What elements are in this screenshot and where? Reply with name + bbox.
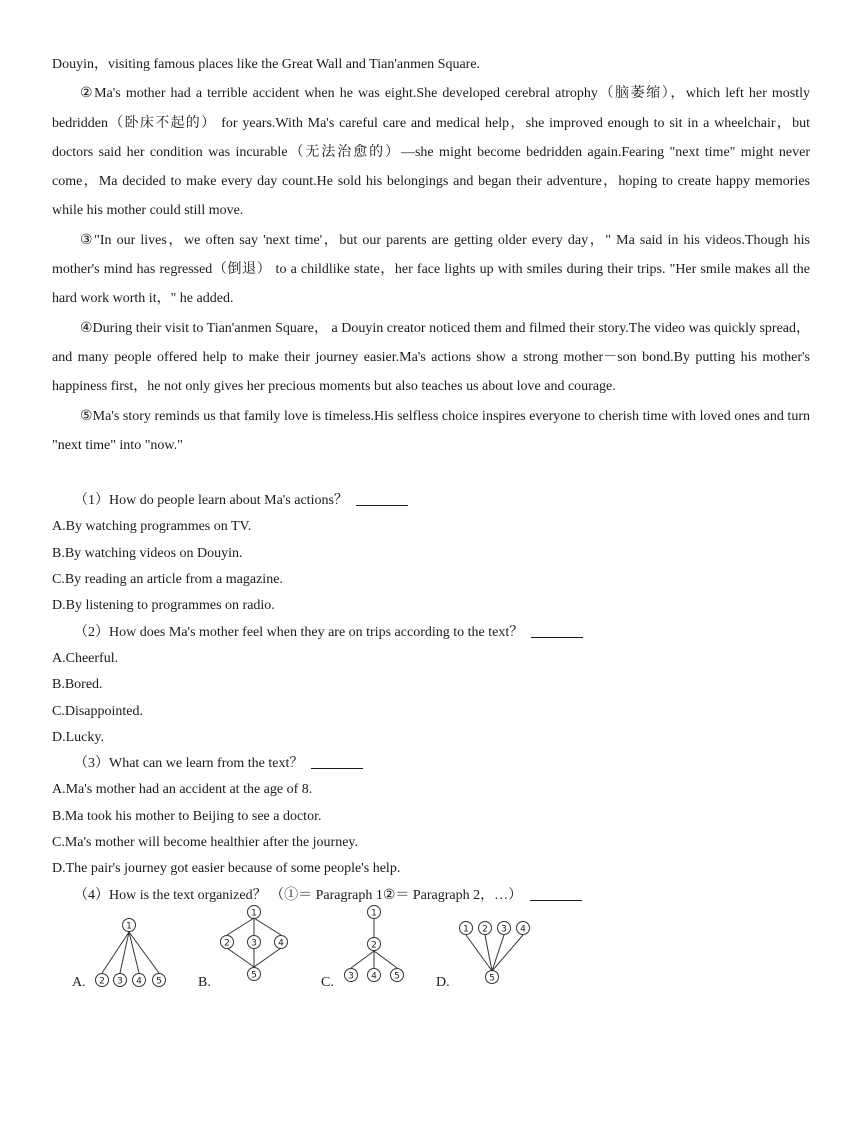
node-1: 1 bbox=[463, 924, 469, 935]
node-5: 5 bbox=[251, 970, 257, 981]
passage-paragraph-3: ③"In our lives，we often say 'next time'，but our parents are getting older every day，" Ma said in his videos.Though his mother's mind has regressed（倒退） to a childlike state，her face lights up with smiles during their trips. "Her smile makes all the hard work worth it，" he added. bbox=[52, 232, 810, 307]
node-3: 3 bbox=[251, 938, 257, 949]
passage-paragraph-4: ④During their visit to Tian'anmen Square， a Douyin creator noticed them and filmed their story.The video was quickly spread， and many people offered help to make their journey easier.Ma's actions show a strong mother－son bond.By putting his mother's happiness first，he not only gives her precious moments but also teaches us about love and courage. bbox=[52, 320, 810, 395]
question-3-option-d: D.The pair's journey got easier because of some people's help. bbox=[52, 861, 401, 877]
answer-blank-1[interactable] bbox=[356, 491, 408, 506]
node-4: 4 bbox=[520, 924, 526, 935]
answer-blank-3[interactable] bbox=[311, 754, 363, 769]
answer-blank-2[interactable] bbox=[531, 623, 583, 638]
node-1: 1 bbox=[371, 908, 377, 919]
question-1-option-d: D.By listening to programmes on radio. bbox=[52, 598, 275, 614]
passage-paragraph-1-tail: Douyin，visiting famous places like the Great Wall and Tian'anmen Square. bbox=[52, 57, 481, 72]
question-1 bbox=[52, 488, 810, 514]
diagram-option-d bbox=[454, 913, 544, 993]
question-2-option-a: A.Cheerful. bbox=[52, 650, 119, 666]
question-3-stem: （3）What can we learn from the text？ bbox=[74, 756, 304, 772]
node-3: 3 bbox=[117, 976, 123, 987]
node-4: 4 bbox=[136, 976, 142, 987]
question-3-option-a: A.Ma's mother had an accident at the age of 8. bbox=[52, 782, 313, 798]
question-2-option-b: B.Bored. bbox=[52, 677, 103, 693]
question-4-stem: （4）How is the text organized？ （①＝ Paragraph 1②＝ Paragraph 2，…） bbox=[74, 887, 523, 903]
node-5: 5 bbox=[156, 976, 162, 987]
question-2-stem: （2）How does Ma's mother feel when they are on trips according to the text？ bbox=[74, 624, 524, 640]
document-page bbox=[52, 50, 810, 1003]
question-1-option-c: C.By reading an article from a magazine. bbox=[52, 572, 283, 588]
question-2-option-d: D.Lucky. bbox=[52, 729, 104, 745]
passage-paragraph-2: ②Ma's mother had a terrible accident when he was eight.She developed cerebral atrophy（脑萎缩），which left her mostly bedridden（卧床不起的） for years.With Ma's careful care and medical help，she improved enough to sit in a wheelchair，but doctors said her condition was incurable（无法治愈的）—she might become bedridden again.Fearing "next time" might never come，Ma decided to make every day count.He sold his belongings and began their adventure，hoping to create happy memories while his mother could still move. bbox=[52, 86, 810, 219]
option-c-label: C. bbox=[321, 974, 334, 990]
question-3-option-b: B.Ma took his mother to Beijing to see a doctor. bbox=[52, 808, 322, 824]
diagram-option-b bbox=[218, 905, 298, 990]
node-5: 5 bbox=[489, 973, 495, 984]
option-d-label: D. bbox=[436, 974, 450, 990]
node-2: 2 bbox=[482, 924, 488, 935]
node-1: 1 bbox=[126, 921, 132, 932]
node-2: 2 bbox=[99, 976, 105, 987]
questions-section bbox=[52, 488, 810, 1003]
structure-diagrams bbox=[52, 908, 810, 1003]
question-2 bbox=[52, 620, 810, 646]
diagram-option-a bbox=[92, 913, 172, 993]
node-4: 4 bbox=[371, 971, 377, 982]
option-a-label: A. bbox=[72, 974, 86, 990]
question-4 bbox=[52, 883, 810, 909]
node-4: 4 bbox=[278, 938, 284, 949]
diagram-option-c bbox=[338, 905, 418, 990]
question-1-option-b: B.By watching videos on Douyin. bbox=[52, 545, 243, 561]
node-5: 5 bbox=[394, 971, 400, 982]
node-2: 2 bbox=[224, 938, 230, 949]
question-1-stem: （1）How do people learn about Ma's actions？ bbox=[74, 493, 348, 509]
question-2-option-c: C.Disappointed. bbox=[52, 703, 143, 719]
question-3 bbox=[52, 751, 810, 777]
passage-paragraph-5: ⑤Ma's story reminds us that family love is timeless.His selfless choice inspires everyone to cherish time with loved ones and turn "next time" into "now." bbox=[52, 408, 810, 453]
question-3-option-c: C.Ma's mother will become healthier after the journey. bbox=[52, 835, 359, 851]
question-1-option-a: A.By watching programmes on TV. bbox=[52, 519, 252, 535]
answer-blank-4[interactable] bbox=[530, 886, 582, 901]
option-b-label: B. bbox=[198, 974, 211, 990]
node-3: 3 bbox=[348, 971, 354, 982]
node-2: 2 bbox=[371, 940, 377, 951]
node-1: 1 bbox=[251, 908, 257, 919]
node-3: 3 bbox=[501, 924, 507, 935]
